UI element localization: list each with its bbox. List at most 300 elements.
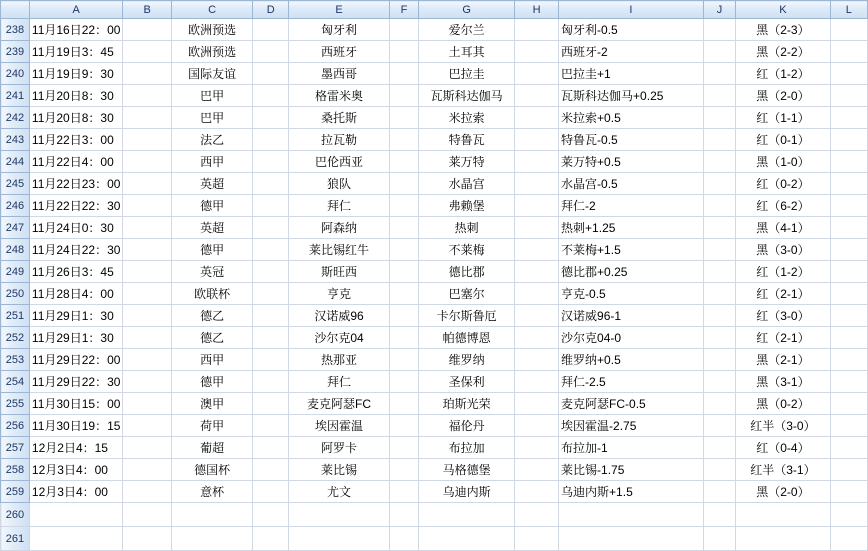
cell-h239[interactable] — [515, 41, 559, 63]
table-row[interactable] — [1, 41, 868, 63]
cell-h243[interactable] — [515, 129, 559, 151]
column-header-d[interactable]: D — [253, 1, 289, 19]
cell-h253[interactable] — [515, 349, 559, 371]
table-row[interactable] — [1, 85, 868, 107]
cell-h259[interactable] — [515, 481, 559, 503]
row-header[interactable]: 244 — [1, 151, 30, 173]
cell-i245[interactable]: 水晶宫-0.5 — [559, 173, 704, 195]
cell-a243[interactable]: 11月22日3：00 — [29, 129, 123, 151]
cell-j260[interactable] — [703, 503, 735, 527]
table-row[interactable] — [1, 415, 868, 437]
cell-i255[interactable]: 麦克阿瑟FC-0.5 — [559, 393, 704, 415]
cell-b249[interactable] — [123, 261, 172, 283]
cell-f246[interactable] — [389, 195, 419, 217]
cell-a239[interactable]: 11月19日3：45 — [29, 41, 123, 63]
cell-f244[interactable] — [389, 151, 419, 173]
cell-b250[interactable] — [123, 283, 172, 305]
cell-l246[interactable] — [830, 195, 867, 217]
cell-c249[interactable]: 英冠 — [171, 261, 252, 283]
cell-h247[interactable] — [515, 217, 559, 239]
cell-h260[interactable] — [515, 503, 559, 527]
cell-l241[interactable] — [830, 85, 867, 107]
cell-a245[interactable]: 11月22日23：00 — [29, 173, 123, 195]
cell-j241[interactable] — [703, 85, 735, 107]
cell-f253[interactable] — [389, 349, 419, 371]
cell-a238[interactable]: 11月16日22：00 — [29, 19, 123, 41]
cell-c239[interactable]: 欧洲预选 — [171, 41, 252, 63]
cell-j250[interactable] — [703, 283, 735, 305]
table-row[interactable] — [1, 283, 868, 305]
cell-l240[interactable] — [830, 63, 867, 85]
cell-l260[interactable] — [830, 503, 867, 527]
cell-d241[interactable] — [253, 85, 289, 107]
cell-g259[interactable]: 乌迪内斯 — [419, 481, 515, 503]
cell-k239[interactable]: 黑（2-2） — [736, 41, 830, 63]
cell-e245[interactable]: 狼队 — [289, 173, 389, 195]
cell-a258[interactable]: 12月3日4：00 — [29, 459, 123, 481]
cell-d260[interactable] — [253, 503, 289, 527]
cell-k244[interactable]: 黑（1-0） — [736, 151, 830, 173]
cell-j240[interactable] — [703, 63, 735, 85]
row-header[interactable]: 261 — [1, 527, 30, 551]
cell-j251[interactable] — [703, 305, 735, 327]
cell-k240[interactable]: 红（1-2） — [736, 63, 830, 85]
cell-l252[interactable] — [830, 327, 867, 349]
row-header[interactable]: 240 — [1, 63, 30, 85]
cell-j255[interactable] — [703, 393, 735, 415]
cell-c240[interactable]: 国际友谊 — [171, 63, 252, 85]
cell-i238[interactable]: 匈牙利-0.5 — [559, 19, 704, 41]
cell-g241[interactable]: 瓦斯科达伽马 — [419, 85, 515, 107]
cell-h244[interactable] — [515, 151, 559, 173]
cell-i240[interactable]: 巴拉圭+1 — [559, 63, 704, 85]
cell-b257[interactable] — [123, 437, 172, 459]
cell-l259[interactable] — [830, 481, 867, 503]
cell-h240[interactable] — [515, 63, 559, 85]
cell-k251[interactable]: 红（3-0） — [736, 305, 830, 327]
cell-h246[interactable] — [515, 195, 559, 217]
cell-h251[interactable] — [515, 305, 559, 327]
cell-b238[interactable] — [123, 19, 172, 41]
table-row[interactable] — [1, 195, 868, 217]
cell-i248[interactable]: 不莱梅+1.5 — [559, 239, 704, 261]
table-row[interactable] — [1, 459, 868, 481]
cell-h256[interactable] — [515, 415, 559, 437]
cell-k254[interactable]: 黑（3-1） — [736, 371, 830, 393]
cell-b252[interactable] — [123, 327, 172, 349]
row-header[interactable]: 257 — [1, 437, 30, 459]
cell-l248[interactable] — [830, 239, 867, 261]
cell-e251[interactable]: 汉诺威96 — [289, 305, 389, 327]
cell-d256[interactable] — [253, 415, 289, 437]
cell-a244[interactable]: 11月22日4：00 — [29, 151, 123, 173]
cell-i246[interactable]: 拜仁-2 — [559, 195, 704, 217]
cell-a255[interactable]: 11月30日15：00 — [29, 393, 123, 415]
cell-i243[interactable]: 特鲁瓦-0.5 — [559, 129, 704, 151]
row-header[interactable]: 250 — [1, 283, 30, 305]
cell-a259[interactable]: 12月3日4：00 — [29, 481, 123, 503]
cell-f259[interactable] — [389, 481, 419, 503]
cell-e256[interactable]: 埃因霍温 — [289, 415, 389, 437]
cell-c241[interactable]: 巴甲 — [171, 85, 252, 107]
column-header-c[interactable]: C — [171, 1, 252, 19]
row-header[interactable]: 258 — [1, 459, 30, 481]
table-row[interactable] — [1, 481, 868, 503]
cell-k246[interactable]: 红（6-2） — [736, 195, 830, 217]
cell-g261[interactable] — [419, 527, 515, 551]
cell-f241[interactable] — [389, 85, 419, 107]
cell-h241[interactable] — [515, 85, 559, 107]
cell-c260[interactable] — [171, 503, 252, 527]
cell-l254[interactable] — [830, 371, 867, 393]
cell-a260[interactable] — [29, 503, 123, 527]
cell-k253[interactable]: 黑（2-1） — [736, 349, 830, 371]
cell-b246[interactable] — [123, 195, 172, 217]
table-row[interactable] — [1, 305, 868, 327]
cell-i254[interactable]: 拜仁-2.5 — [559, 371, 704, 393]
cell-k252[interactable]: 红（2-1） — [736, 327, 830, 349]
cell-l247[interactable] — [830, 217, 867, 239]
cell-k247[interactable]: 黑（4-1） — [736, 217, 830, 239]
cell-g243[interactable]: 特鲁瓦 — [419, 129, 515, 151]
cell-e240[interactable]: 墨西哥 — [289, 63, 389, 85]
cell-g254[interactable]: 圣保利 — [419, 371, 515, 393]
cell-b254[interactable] — [123, 371, 172, 393]
cell-b239[interactable] — [123, 41, 172, 63]
cell-d257[interactable] — [253, 437, 289, 459]
cell-d258[interactable] — [253, 459, 289, 481]
cell-k261[interactable] — [736, 527, 830, 551]
cell-d239[interactable] — [253, 41, 289, 63]
cell-e243[interactable]: 拉瓦勒 — [289, 129, 389, 151]
cell-h249[interactable] — [515, 261, 559, 283]
cell-i247[interactable]: 热刺+1.25 — [559, 217, 704, 239]
cell-a247[interactable]: 11月24日0：30 — [29, 217, 123, 239]
cell-c242[interactable]: 巴甲 — [171, 107, 252, 129]
cell-g239[interactable]: 土耳其 — [419, 41, 515, 63]
cell-k248[interactable]: 黑（3-0） — [736, 239, 830, 261]
column-header-k[interactable]: K — [736, 1, 830, 19]
cell-d250[interactable] — [253, 283, 289, 305]
cell-c244[interactable]: 西甲 — [171, 151, 252, 173]
cell-f250[interactable] — [389, 283, 419, 305]
cell-a256[interactable]: 11月30日19：15 — [29, 415, 123, 437]
cell-k258[interactable]: 红半（3-1） — [736, 459, 830, 481]
cell-c250[interactable]: 欧联杯 — [171, 283, 252, 305]
cell-c243[interactable]: 法乙 — [171, 129, 252, 151]
column-header-h[interactable]: H — [515, 1, 559, 19]
cell-a250[interactable]: 11月28日4：00 — [29, 283, 123, 305]
cell-l257[interactable] — [830, 437, 867, 459]
cell-g260[interactable] — [419, 503, 515, 527]
table-row[interactable] — [1, 349, 868, 371]
cell-j239[interactable] — [703, 41, 735, 63]
row-header[interactable]: 238 — [1, 19, 30, 41]
table-row[interactable] — [1, 527, 868, 551]
cell-b253[interactable] — [123, 349, 172, 371]
cell-e250[interactable]: 亨克 — [289, 283, 389, 305]
cell-c238[interactable]: 欧洲预选 — [171, 19, 252, 41]
cell-b248[interactable] — [123, 239, 172, 261]
cell-g244[interactable]: 莱万特 — [419, 151, 515, 173]
cell-k256[interactable]: 红半（3-0） — [736, 415, 830, 437]
cell-i256[interactable]: 埃因霍温-2.75 — [559, 415, 704, 437]
cell-g252[interactable]: 帕德博恩 — [419, 327, 515, 349]
cell-j242[interactable] — [703, 107, 735, 129]
table-row[interactable] — [1, 437, 868, 459]
row-header[interactable]: 254 — [1, 371, 30, 393]
row-header[interactable]: 243 — [1, 129, 30, 151]
cell-c248[interactable]: 德甲 — [171, 239, 252, 261]
cell-c261[interactable] — [171, 527, 252, 551]
cell-c246[interactable]: 德甲 — [171, 195, 252, 217]
cell-g246[interactable]: 弗赖堡 — [419, 195, 515, 217]
cell-l256[interactable] — [830, 415, 867, 437]
cell-j252[interactable] — [703, 327, 735, 349]
cell-h257[interactable] — [515, 437, 559, 459]
cell-e249[interactable]: 斯旺西 — [289, 261, 389, 283]
row-header[interactable]: 249 — [1, 261, 30, 283]
cell-l245[interactable] — [830, 173, 867, 195]
cell-k259[interactable]: 黑（2-0） — [736, 481, 830, 503]
cell-e255[interactable]: 麦克阿瑟FC — [289, 393, 389, 415]
cell-d246[interactable] — [253, 195, 289, 217]
cell-i258[interactable]: 莱比锡-1.75 — [559, 459, 704, 481]
table-row[interactable] — [1, 107, 868, 129]
cell-l250[interactable] — [830, 283, 867, 305]
cell-g249[interactable]: 德比郡 — [419, 261, 515, 283]
cell-b260[interactable] — [123, 503, 172, 527]
cell-g240[interactable]: 巴拉圭 — [419, 63, 515, 85]
cell-e261[interactable] — [289, 527, 389, 551]
cell-b256[interactable] — [123, 415, 172, 437]
cell-c258[interactable]: 德国杯 — [171, 459, 252, 481]
cell-i251[interactable]: 汉诺威96-1 — [559, 305, 704, 327]
cell-l249[interactable] — [830, 261, 867, 283]
cell-d247[interactable] — [253, 217, 289, 239]
cell-j257[interactable] — [703, 437, 735, 459]
cell-i261[interactable] — [559, 527, 704, 551]
cell-f242[interactable] — [389, 107, 419, 129]
cell-i244[interactable]: 莱万特+0.5 — [559, 151, 704, 173]
cell-f248[interactable] — [389, 239, 419, 261]
cell-c252[interactable]: 德乙 — [171, 327, 252, 349]
cell-k250[interactable]: 红（2-1） — [736, 283, 830, 305]
table-row[interactable] — [1, 19, 868, 41]
cell-a248[interactable]: 11月24日22：30 — [29, 239, 123, 261]
cell-i252[interactable]: 沙尔克04-0 — [559, 327, 704, 349]
cell-l261[interactable] — [830, 527, 867, 551]
cell-d238[interactable] — [253, 19, 289, 41]
cell-d240[interactable] — [253, 63, 289, 85]
cell-b251[interactable] — [123, 305, 172, 327]
cell-h255[interactable] — [515, 393, 559, 415]
cell-h238[interactable] — [515, 19, 559, 41]
column-header-l[interactable]: L — [830, 1, 867, 19]
cell-g238[interactable]: 爱尔兰 — [419, 19, 515, 41]
table-row[interactable] — [1, 217, 868, 239]
cell-j244[interactable] — [703, 151, 735, 173]
cell-c251[interactable]: 德乙 — [171, 305, 252, 327]
cell-f238[interactable] — [389, 19, 419, 41]
cell-d242[interactable] — [253, 107, 289, 129]
cell-d243[interactable] — [253, 129, 289, 151]
table-row[interactable] — [1, 261, 868, 283]
cell-d255[interactable] — [253, 393, 289, 415]
cell-k242[interactable]: 红（1-1） — [736, 107, 830, 129]
cell-g251[interactable]: 卡尔斯鲁厄 — [419, 305, 515, 327]
column-header-f[interactable]: F — [389, 1, 419, 19]
cell-h248[interactable] — [515, 239, 559, 261]
row-header[interactable]: 248 — [1, 239, 30, 261]
cell-i242[interactable]: 米拉索+0.5 — [559, 107, 704, 129]
cell-g255[interactable]: 珀斯光荣 — [419, 393, 515, 415]
cell-l238[interactable] — [830, 19, 867, 41]
cell-d253[interactable] — [253, 349, 289, 371]
cell-j261[interactable] — [703, 527, 735, 551]
cell-d249[interactable] — [253, 261, 289, 283]
cell-g247[interactable]: 热刺 — [419, 217, 515, 239]
cell-d248[interactable] — [253, 239, 289, 261]
cell-e253[interactable]: 热那亚 — [289, 349, 389, 371]
cell-e239[interactable]: 西班牙 — [289, 41, 389, 63]
cell-e248[interactable]: 莱比锡红牛 — [289, 239, 389, 261]
cell-k243[interactable]: 红（0-1） — [736, 129, 830, 151]
cell-f240[interactable] — [389, 63, 419, 85]
cell-a246[interactable]: 11月22日22：30 — [29, 195, 123, 217]
cell-d259[interactable] — [253, 481, 289, 503]
cell-b240[interactable] — [123, 63, 172, 85]
table-row[interactable] — [1, 151, 868, 173]
table-row[interactable] — [1, 393, 868, 415]
cell-j254[interactable] — [703, 371, 735, 393]
cell-c247[interactable]: 英超 — [171, 217, 252, 239]
row-header[interactable]: 256 — [1, 415, 30, 437]
cell-f261[interactable] — [389, 527, 419, 551]
cell-e252[interactable]: 沙尔克04 — [289, 327, 389, 349]
cell-d245[interactable] — [253, 173, 289, 195]
cell-j249[interactable] — [703, 261, 735, 283]
cell-h250[interactable] — [515, 283, 559, 305]
table-row[interactable] — [1, 63, 868, 85]
cell-k257[interactable]: 红（0-4） — [736, 437, 830, 459]
cell-d261[interactable] — [253, 527, 289, 551]
row-header[interactable]: 255 — [1, 393, 30, 415]
cell-k255[interactable]: 黑（0-2） — [736, 393, 830, 415]
cell-f243[interactable] — [389, 129, 419, 151]
cell-l244[interactable] — [830, 151, 867, 173]
column-header-g[interactable]: G — [419, 1, 515, 19]
cell-b259[interactable] — [123, 481, 172, 503]
cell-l255[interactable] — [830, 393, 867, 415]
table-row[interactable] — [1, 129, 868, 151]
table-row[interactable] — [1, 371, 868, 393]
cell-a254[interactable]: 11月29日22：30 — [29, 371, 123, 393]
cell-b247[interactable] — [123, 217, 172, 239]
cell-l251[interactable] — [830, 305, 867, 327]
cell-j259[interactable] — [703, 481, 735, 503]
table-row[interactable] — [1, 327, 868, 349]
cell-e259[interactable]: 尤文 — [289, 481, 389, 503]
column-header-b[interactable]: B — [123, 1, 172, 19]
cell-f260[interactable] — [389, 503, 419, 527]
cell-b241[interactable] — [123, 85, 172, 107]
cell-e244[interactable]: 巴伦西亚 — [289, 151, 389, 173]
row-header[interactable]: 246 — [1, 195, 30, 217]
row-header[interactable]: 247 — [1, 217, 30, 239]
cell-c255[interactable]: 澳甲 — [171, 393, 252, 415]
row-header[interactable]: 251 — [1, 305, 30, 327]
cell-a253[interactable]: 11月29日22：00 — [29, 349, 123, 371]
cell-g245[interactable]: 水晶宫 — [419, 173, 515, 195]
table-row[interactable] — [1, 503, 868, 527]
cell-d251[interactable] — [253, 305, 289, 327]
cell-i250[interactable]: 亨克-0.5 — [559, 283, 704, 305]
cell-j258[interactable] — [703, 459, 735, 481]
cell-j247[interactable] — [703, 217, 735, 239]
cell-b261[interactable] — [123, 527, 172, 551]
cell-h261[interactable] — [515, 527, 559, 551]
cell-a251[interactable]: 11月29日1：30 — [29, 305, 123, 327]
cell-b258[interactable] — [123, 459, 172, 481]
cell-c254[interactable]: 德甲 — [171, 371, 252, 393]
cell-f254[interactable] — [389, 371, 419, 393]
cell-i239[interactable]: 西班牙-2 — [559, 41, 704, 63]
cell-e242[interactable]: 桑托斯 — [289, 107, 389, 129]
cell-g253[interactable]: 维罗纳 — [419, 349, 515, 371]
cell-d252[interactable] — [253, 327, 289, 349]
cell-f258[interactable] — [389, 459, 419, 481]
cell-c256[interactable]: 荷甲 — [171, 415, 252, 437]
column-header-e[interactable]: E — [289, 1, 389, 19]
row-header[interactable]: 259 — [1, 481, 30, 503]
cell-k260[interactable] — [736, 503, 830, 527]
cell-f255[interactable] — [389, 393, 419, 415]
row-header[interactable]: 260 — [1, 503, 30, 527]
row-header[interactable]: 239 — [1, 41, 30, 63]
cell-g242[interactable]: 米拉索 — [419, 107, 515, 129]
cell-e238[interactable]: 匈牙利 — [289, 19, 389, 41]
cell-k241[interactable]: 黑（2-0） — [736, 85, 830, 107]
cell-c253[interactable]: 西甲 — [171, 349, 252, 371]
column-header-a[interactable]: A — [29, 1, 123, 19]
cell-a240[interactable]: 11月19日9：30 — [29, 63, 123, 85]
cell-e258[interactable]: 莱比锡 — [289, 459, 389, 481]
cell-b242[interactable] — [123, 107, 172, 129]
cell-a242[interactable]: 11月20日8：30 — [29, 107, 123, 129]
cell-j243[interactable] — [703, 129, 735, 151]
cell-l239[interactable] — [830, 41, 867, 63]
cell-e247[interactable]: 阿森纳 — [289, 217, 389, 239]
cell-h258[interactable] — [515, 459, 559, 481]
cell-l242[interactable] — [830, 107, 867, 129]
cell-b255[interactable] — [123, 393, 172, 415]
table-row[interactable] — [1, 173, 868, 195]
cell-b245[interactable] — [123, 173, 172, 195]
cell-l258[interactable] — [830, 459, 867, 481]
cell-j246[interactable] — [703, 195, 735, 217]
cell-f245[interactable] — [389, 173, 419, 195]
cell-f252[interactable] — [389, 327, 419, 349]
cell-h252[interactable] — [515, 327, 559, 349]
cell-i249[interactable]: 德比郡+0.25 — [559, 261, 704, 283]
cell-a261[interactable] — [29, 527, 123, 551]
cell-j256[interactable] — [703, 415, 735, 437]
cell-d254[interactable] — [253, 371, 289, 393]
cell-i260[interactable] — [559, 503, 704, 527]
cell-i259[interactable]: 乌迪内斯+1.5 — [559, 481, 704, 503]
cell-a257[interactable]: 12月2日4：15 — [29, 437, 123, 459]
